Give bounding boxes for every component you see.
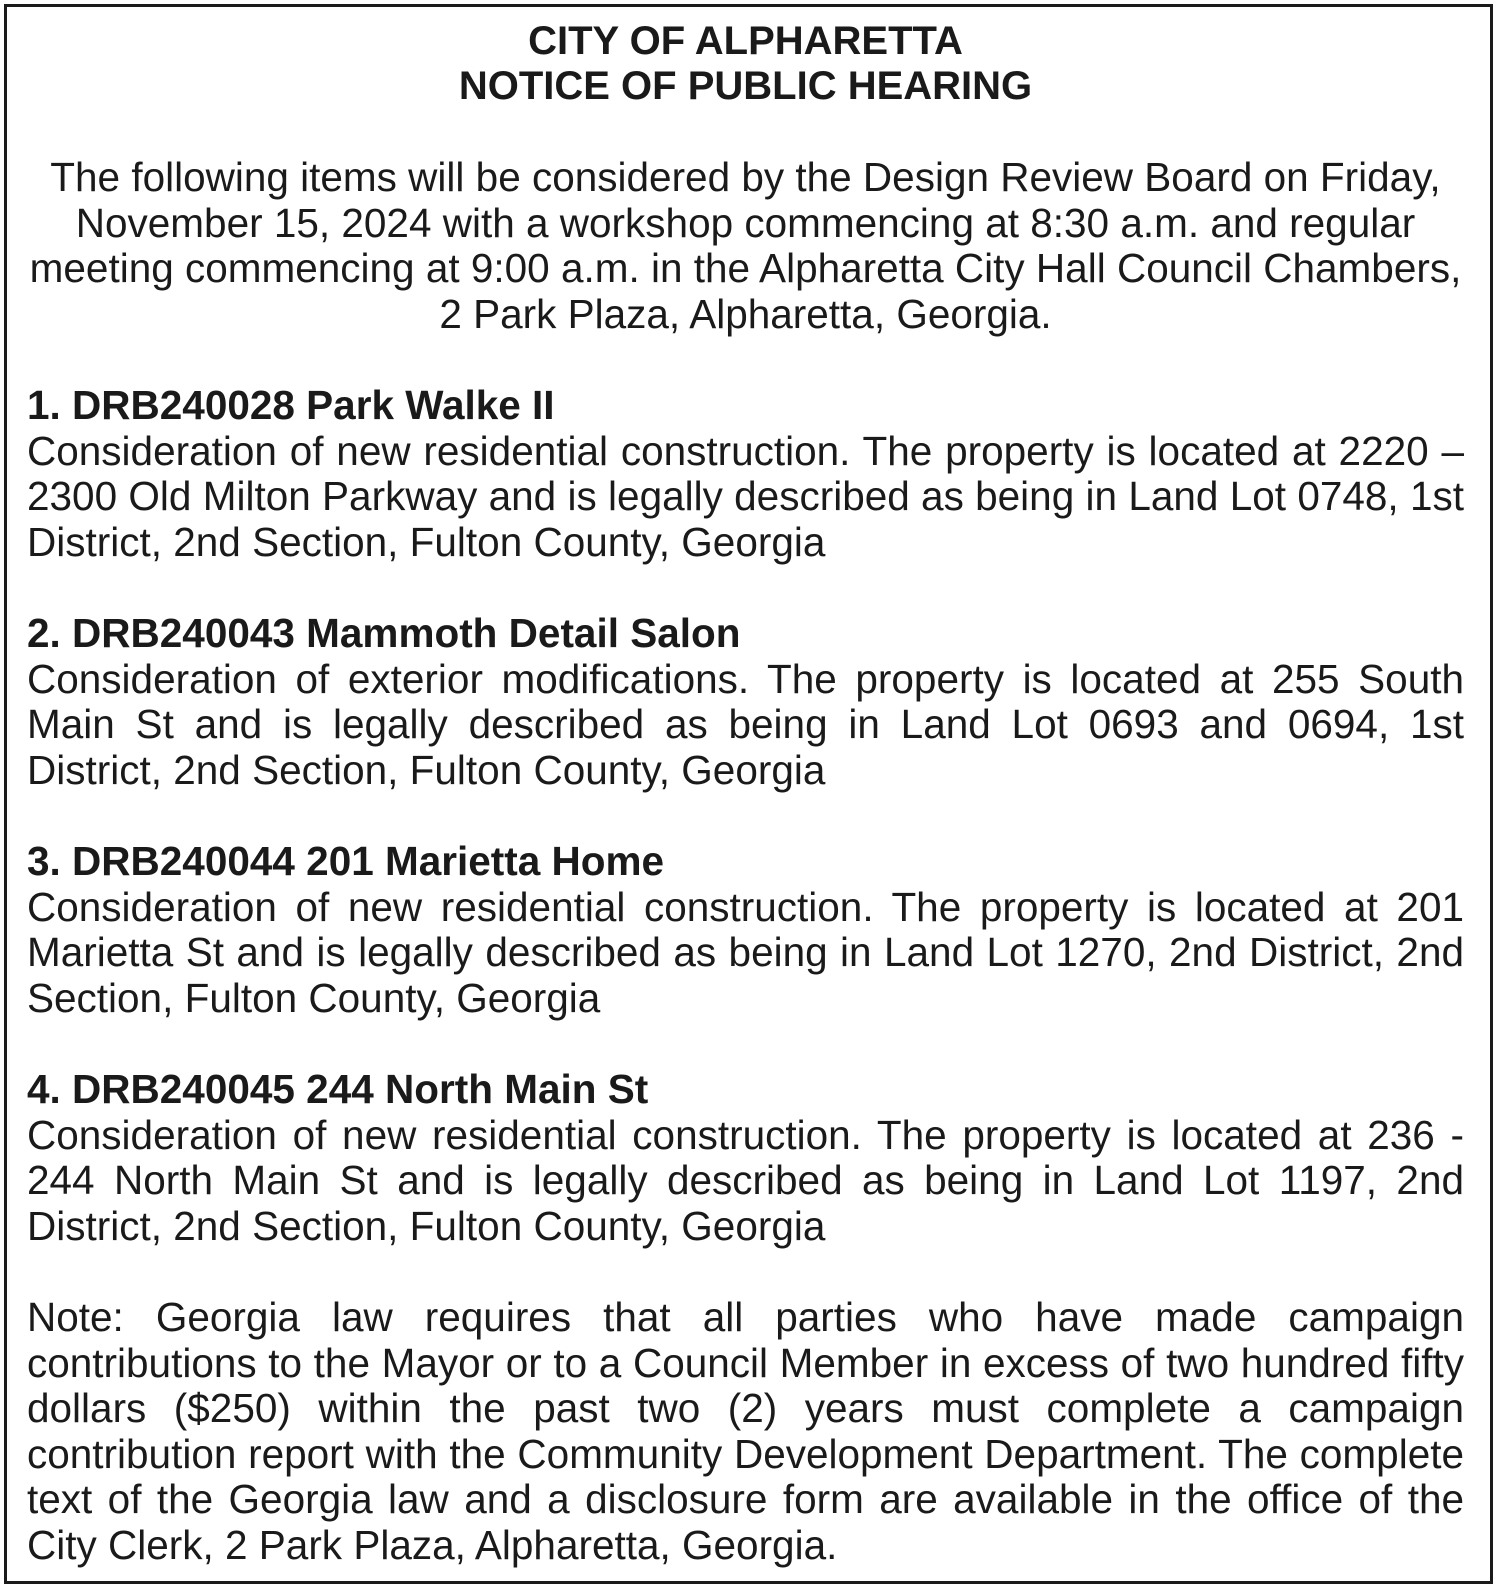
agenda-item-heading: 2. DRB240043 Mammoth Detail Salon [27,610,741,656]
agenda-item-3 [27,839,1464,1021]
notice-title-city: CITY OF ALPHARETTA [528,19,963,63]
agenda-item-description: Consideration of new residential construction. The property is located at 2220 – 2300 Old Milton Parkway and is legally described as being in Land Lot 0748, 1st District, 2nd Section, Fulton County, Georgia [27,427,1464,565]
public-hearing-notice [4,4,1493,1584]
agenda-item-4 [27,1067,1464,1249]
agenda-item-1 [27,383,1464,565]
agenda-item-heading: 4. DRB240045 244 North Main St [27,1066,649,1112]
agenda-item-description: Consideration of new residential construction. The property is located at 236 - 244 North Main St and is legally described as being in Land Lot 1197, 2nd District, 2nd Section, Fulton County, Georgia [27,1111,1464,1249]
notice-title-hearing: NOTICE OF PUBLIC HEARING [458,64,1033,108]
agenda-item-description: Consideration of new residential construction. The property is located at 201 Marietta St and is legally described as being in Land Lot 1270, 2nd District, 2nd Section, Fulton County, Georgia [27,883,1464,1021]
agenda-item-description: Consideration of exterior modifications. The property is located at 255 South Main St and is legally described as being in Land Lot 0693 and 0694, 1st District, 2nd Section, Fulton County, Georgia [27,655,1464,793]
agenda-item-2 [27,611,1464,793]
intro-paragraph: The following items will be considered by the Design Review Board on Friday, November 15, 2024 with a workshop commencing at 8:30 a.m. and regular meeting commencing at 9:00 a.m. in the Alpharetta City Hall Council Chambers, 2 Park Plaza, Alpharetta, Georgia. [29,154,1462,337]
agenda-item-heading: 1. DRB240028 Park Walke II [27,382,555,428]
agenda-item-heading: 3. DRB240044 201 Marietta Home [27,838,665,884]
campaign-contribution-note: Note: Georgia law requires that all parties who have made campaign contributions to the Mayor or to a Council Member in excess of two hundred fifty dollars ($250) within the past two (2) years must complete a campaign contribution report with the Community Development Department. The complete text of the Georgia law and a disclosure form are available in the office of the City Clerk, 2 Park Plaza, Alpharetta, Georgia. [27,1294,1464,1568]
